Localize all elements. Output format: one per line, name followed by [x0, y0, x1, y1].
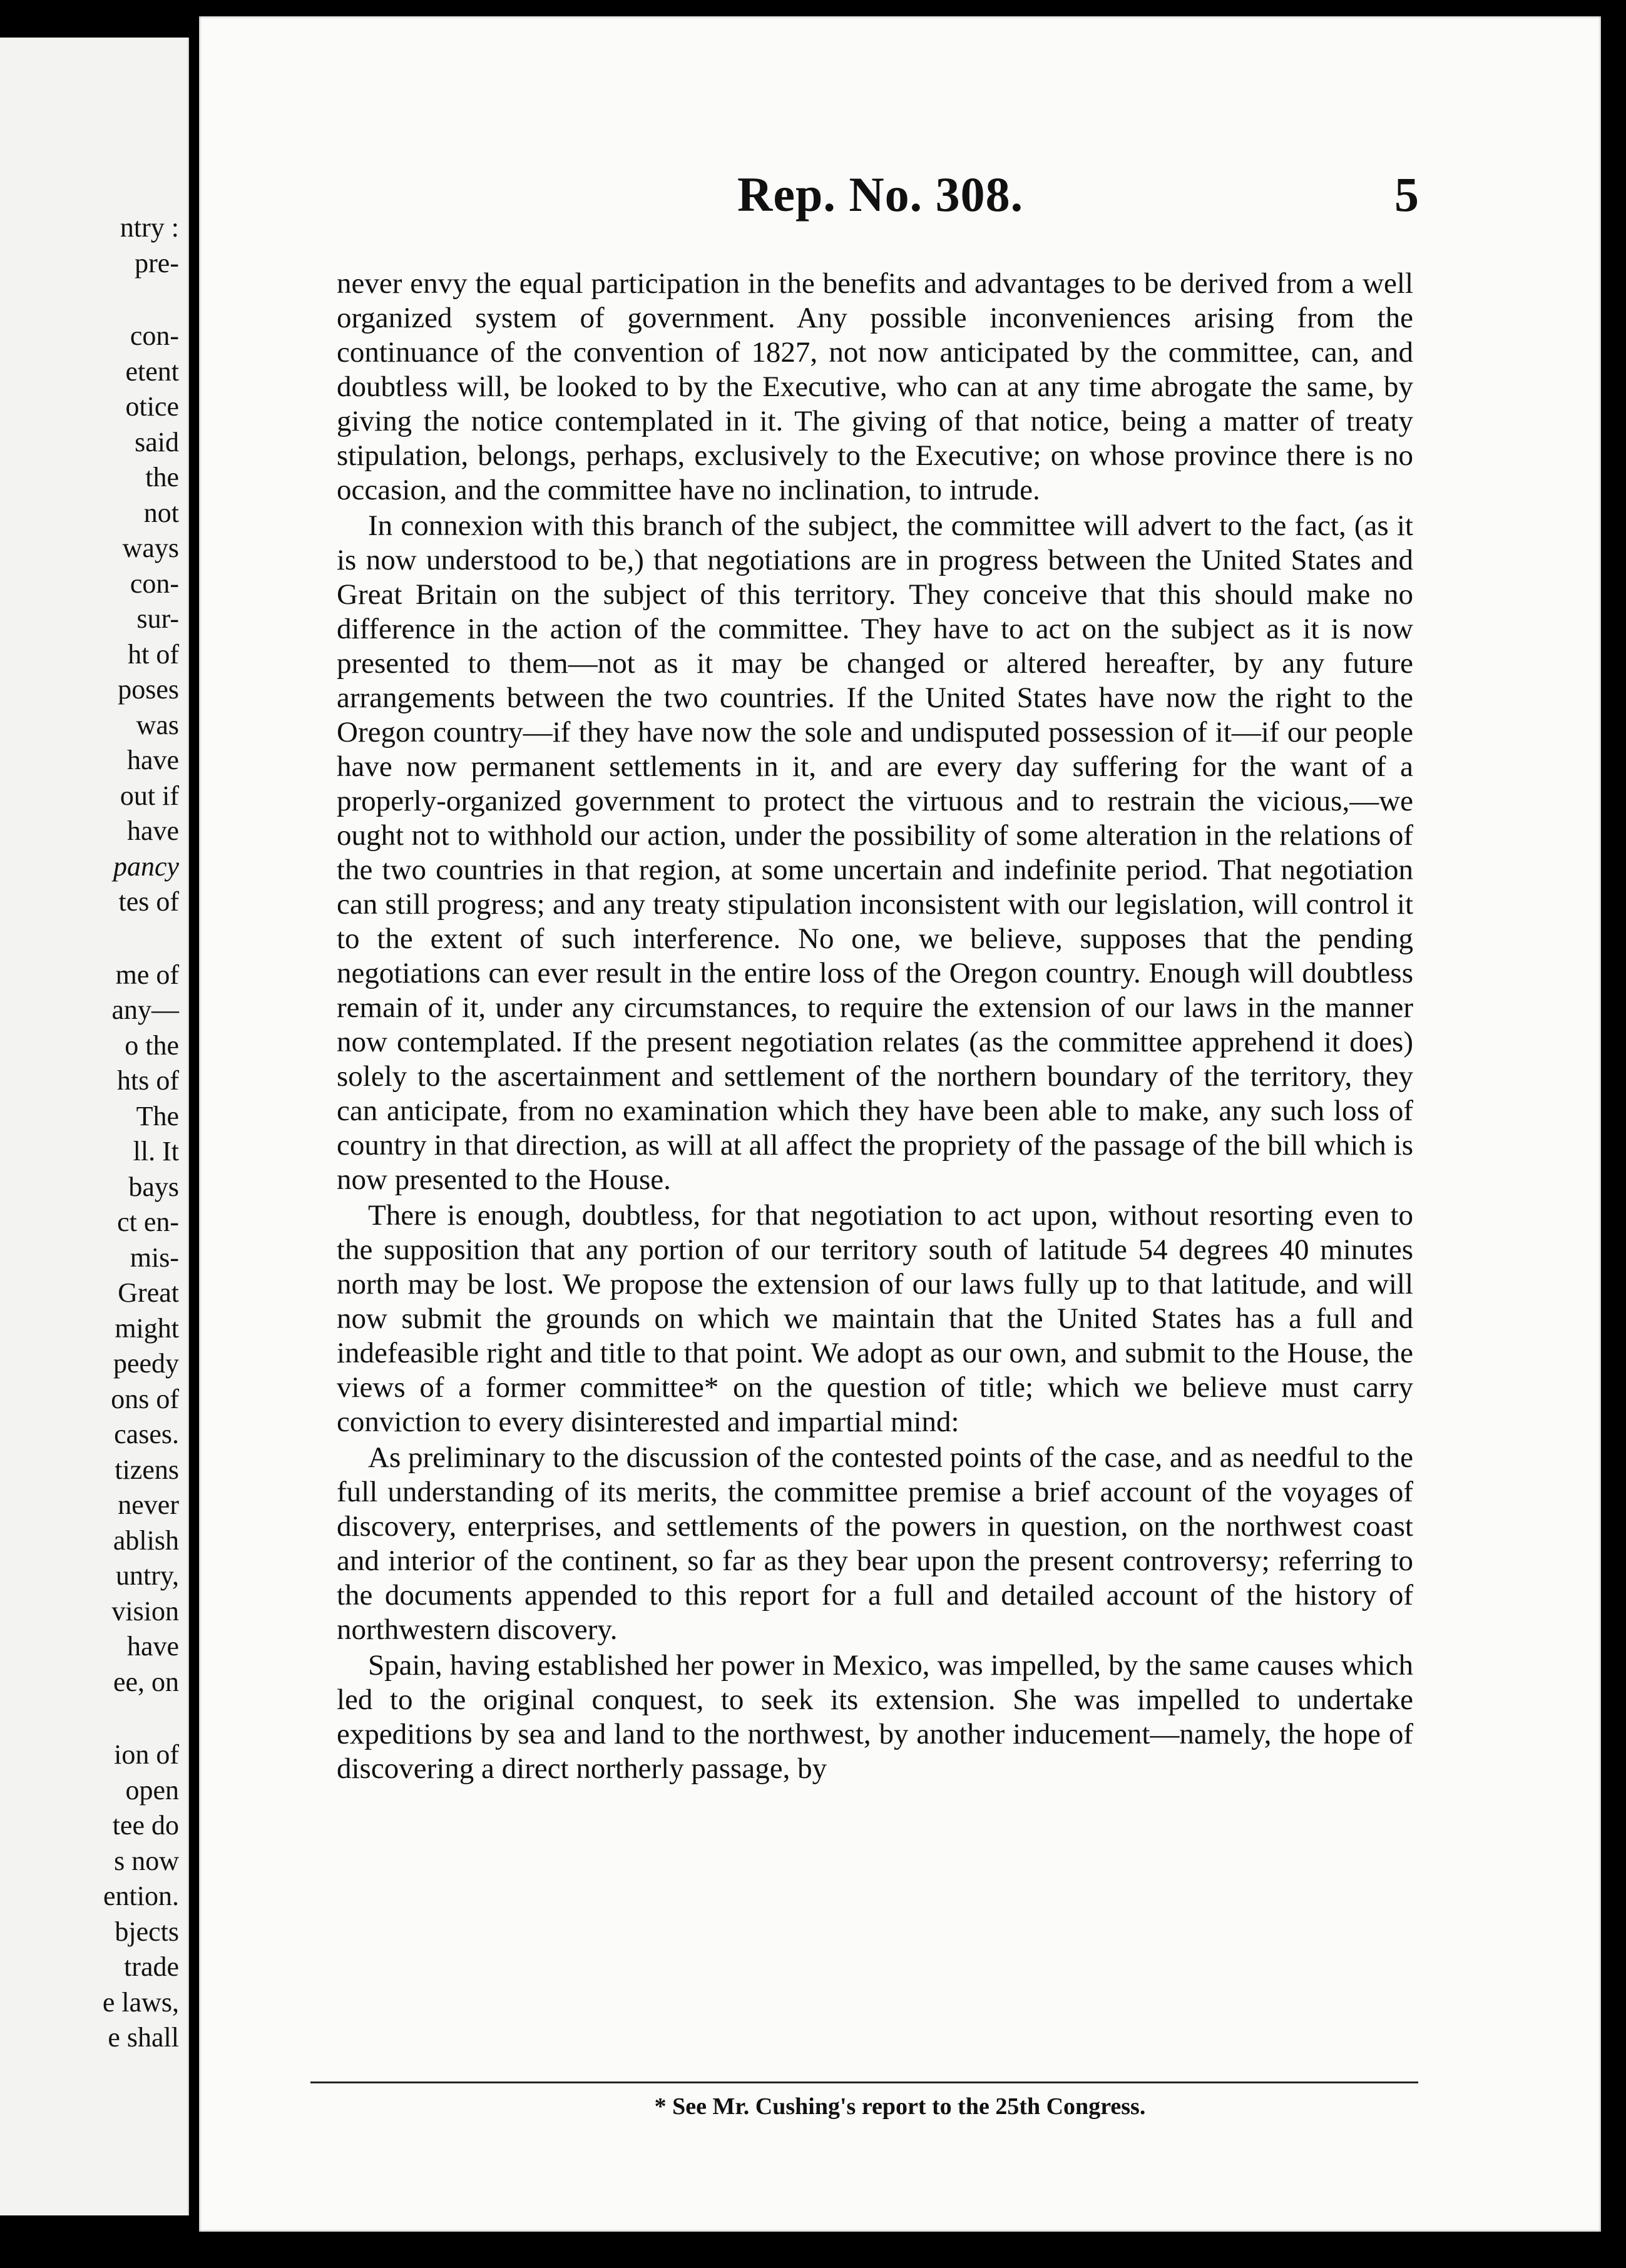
facing-page-fragment: con-: [130, 320, 179, 351]
document-page: [199, 16, 1601, 2232]
facing-page-fragment: ntry :: [120, 212, 179, 243]
facing-page-fragment: said: [135, 426, 179, 457]
footnote: * See Mr. Cushing's report to the 25th Congress.: [654, 2093, 1146, 2120]
facing-page-fragment: have: [126, 745, 179, 775]
facing-page-fragment: have: [126, 1631, 179, 1662]
facing-page-fragment: hts of: [117, 1065, 179, 1096]
facing-page-fragment: me of: [115, 959, 179, 990]
page-header: [199, 166, 1601, 223]
facing-page-fragment: otice: [125, 391, 179, 422]
facing-page-fragment: e shall: [108, 2022, 179, 2053]
paragraph-title-claim: There is enough, doubtless, for that negotiation to act upon, without resorting even to the supposition that any portion of our territory south of latitude 54 degrees 40 minutes north may be lost. We propose the extension of our laws fully up to that latitude, and will now submit the grounds on which we maintain that the United States has a full and indefeasible right and title to that point. We adopt as our own, and submit to the House, the views of a former committee* on the question of title; which we believe must carry conviction to every disinterested and impartial mind:: [337, 1199, 1413, 1438]
facing-page-fragment: peedy: [113, 1348, 179, 1379]
facing-page-fragment: o the: [125, 1029, 179, 1061]
facing-page-fragment: ht of: [128, 638, 179, 670]
facing-page-fragment: open: [125, 1774, 179, 1806]
facing-page-fragment: trade: [124, 1951, 179, 1982]
facing-page-fragment: etent: [125, 355, 179, 387]
facing-page-fragment: ct en-: [117, 1207, 179, 1237]
facing-page-fragment: ablish: [113, 1525, 179, 1556]
facing-page-fragment: the: [145, 462, 179, 493]
facing-page-fragment: ways: [122, 533, 179, 563]
facing-page-fragment: mis-: [130, 1242, 179, 1273]
facing-page-fragment: vision: [111, 1595, 179, 1627]
facing-page-fragment: tee do: [112, 1810, 179, 1841]
facing-page-fragment: poses: [118, 674, 179, 705]
facing-page-fragment: pre-: [135, 247, 179, 278]
facing-page-fragment: untry,: [115, 1560, 179, 1591]
facing-page-fragment: out if: [120, 780, 179, 811]
facing-page-fragment: ll. It: [133, 1136, 179, 1167]
facing-page-fragment: never: [118, 1489, 179, 1520]
paragraph-negotiations: In connexion with this branch of the subject, the committee will advert to the fact, (as it is now understood to be,) that negotiations are in progress between the United States and Great Britain on the subject of this territory. They conceive that this should make no difference in the action of the committee. They have to act on the subject as it is now presented to them—not as it may be changed or altered hereafter, by any future arrangements between the two countries. If the United States have now the right to the Oregon country—if they have now the sole and undisputed possession of it—if our people have now permanent settlements in it, and are every day suffering for the want of a properly-organized government to protect the virtuous and to restrain the vicious,—we ought not to withhold our action, under the possibility of some alteration in the relations of the two countries in that region, at some uncertain and indefinite period. That negotiation can still progress; and any treaty stipulation inconsistent with our legislation, will control it to the extent of such interference. No one, we believe, supposes that the pending negotiations can ever result in the entire loss of the Oregon country. Enough will doubtless remain of it, under any circumstances, to require the extension of our laws in the manner now contemplated. If the present negotiation relates (as the committee apprehend it does) solely to the ascertainment and settlement of the northern boundary of the territory, they can anticipate, from no examination which they have been able to make, any such loss of country in that direction, as will at all affect the propriety of the passage of the bill which is now presented to the House.: [337, 509, 1413, 1196]
facing-page-fragment: ention.: [103, 1881, 179, 1911]
facing-page-fragment: any—: [111, 994, 179, 1025]
facing-page-fragment: ons of: [111, 1383, 179, 1414]
body-text: [337, 267, 1413, 1786]
facing-page-fragment: pancy: [113, 850, 179, 882]
facing-page-fragment: bays: [128, 1171, 179, 1202]
facing-page-fragment: Great: [118, 1277, 179, 1308]
facing-page-fragment: was: [136, 709, 179, 740]
paragraph-continuation: never envy the equal participation in the benefits and advantages to be derived from a well organized system of government. Any possible inconveniences arising from the continuance of the convention of 1827, not now anticipated by the committee, can, and doubtless will, be looked to by the Executive, who can at any time abrogate the same, by giving the notice contemplated in it. The giving of that notice, being a matter of treaty stipulation, belongs, perhaps, exclusively to the Executive; on whose province there is no occasion, and the committee have no inclination, to intrude.: [337, 267, 1413, 506]
footnote-divider: [310, 2082, 1418, 2083]
facing-page-fragment: ee, on: [113, 1666, 179, 1697]
facing-page-fragment: might: [115, 1312, 179, 1344]
facing-page-edge: [0, 38, 189, 2215]
facing-page-fragment: tizens: [115, 1454, 179, 1485]
facing-page-fragment: The: [136, 1100, 179, 1131]
facing-page-fragment: not: [143, 497, 179, 528]
report-number-heading: Rep. No. 308.: [737, 167, 1024, 222]
facing-page-fragment: ion of: [114, 1739, 179, 1770]
facing-page-fragment: con-: [130, 568, 179, 599]
facing-page-fragment: bjects: [115, 1916, 179, 1947]
facing-page-fragment: s now: [114, 1845, 179, 1876]
facing-page-fragment: e laws,: [102, 1986, 179, 2018]
paragraph-spain: Spain, having established her power in Mexico, was impelled, by the same causes which led to the original conquest, to seek its extension. She was impelled to undertake expeditions by sea and land to the northwest, by another inducement—namely, the hope of discovering a direct northerly passage, by: [337, 1649, 1413, 1785]
page-number: 5: [1394, 167, 1419, 222]
facing-page-fragment: cases.: [114, 1419, 179, 1449]
facing-page-fragment: have: [126, 815, 179, 846]
paragraph-preliminary: As preliminary to the discussion of the contested points of the case, and as needful to the full understanding of its merits, the committee premise a brief account of the voyages of discovery, enterprises, and settlements of the powers in question, on the northwest coast and interior of the continent, so far as they bear upon the present controversy; referring to the documents appended to this report for a full and detailed account of the history of northwestern discovery.: [337, 1441, 1413, 1646]
facing-page-fragment: tes of: [118, 886, 179, 917]
facing-page-fragment: sur-: [136, 603, 179, 634]
